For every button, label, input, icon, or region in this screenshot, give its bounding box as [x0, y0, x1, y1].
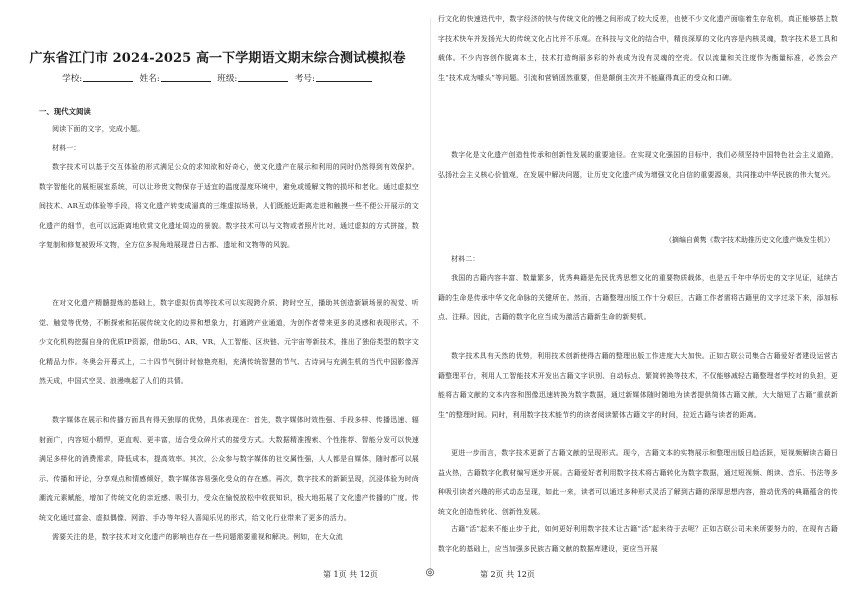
right-paragraph-2: 数字化是文化遗产创造性传承和创新性发展的重要途径。在实现文化强国的目标中，我们必须坚持中国特色社会主义道路，弘扬社会主义核心价值观，在发展中解决问题，让历史文化遗产成为增强文化自信的重要源泉，共同推动中华民族的伟大复兴。: [438, 151, 838, 179]
right-paragraph-3: 我国的古籍内容丰富、数量繁多，优秀典籍是先民优秀思想文化的重要物质载体，也是五千年中华历史的文字见证，延续古籍的生命是传承中华文化命脉的关键所在。然而，古籍整理出版工作十分艰巨，古籍工作者需将古籍里的文字过录下来，添加标点、注释。因此，古籍的数字化应当成为激活古籍新生命的新契机。: [438, 274, 838, 321]
name-blank[interactable]: [161, 72, 211, 82]
right-page-number: 第 2页 共 12页: [480, 570, 535, 579]
left-paragraph-4: 需要关注的是，数字技术对文化遗产的影响也存在一些问题需要重视和解决。例如，在大众流: [52, 533, 343, 541]
school-label: 学校:: [62, 74, 83, 84]
section-heading: 一、现代文阅读: [39, 107, 91, 116]
number-blank[interactable]: [316, 72, 372, 82]
right-paragraph-4: 数字技术具有天然的优势，利用技术创新使得古籍的整理出版工作进度大大加快。正如古联公司集合古籍爱好者建设运营古籍整理平台，利用人工智能技术开发出古籍文字识别、自动标点、繁简转换等技术，不仅能够减轻古籍整理者学校对的负担，更能将古籍文献的文本内容和图像迅速转换为数字数据，通过新媒体随时随地为读者提供简体古籍文献，大大缩短了古籍“重获新生”的整理时间。同时，利用数字技术能节约的读者阅读繁体古籍文字的时间，拉近古籍与读者的距离。: [438, 352, 838, 419]
citation: （摘编自黄隽《数字技术助推历史文化遗产焕发生机》）: [665, 236, 834, 244]
class-blank[interactable]: [238, 72, 288, 82]
right-page: [430, 0, 860, 607]
instruction: 阅读下面的文字，完成小题。: [52, 125, 145, 133]
student-info-line: [20, 72, 415, 85]
right-paragraph-1: 行文化的快速迭代中，数字经济的快与传统文化的慢之间形成了较大反差，也使不少文化遗产面临着生存危机，真正能够搭上数字技术快车并发扬光大的传统文化占比并不乐观。在科技与文化的结合中，精良深厚的文化内容是内核灵魂，数字技术是工具和载体。不少内容创作脱离本土，技术打造绚丽多彩的外表成为没有灵魂的空壳。仅以流量和关注度作为衡量标准，必然会产生“技术成为噱头”等问题。引流和营销固然重要，但是颠倒主次并不能赢得真正的受众和口碑。: [438, 15, 838, 82]
number-label: 考号:: [294, 74, 315, 84]
school-blank[interactable]: [83, 72, 133, 82]
left-paragraph-1: 数字技术可以基于交互体验的形式满足公众的求知欲和好奇心，使文化遗产在展示和利用的同时仍然得到有效保护。数字智能化的展柜展室系统，可以让珍贵文物保存于适宜的温度湿度环境中，避免或缓解文物的损坏和老化。通过虚拟空间技术、AR互动体验等手段，将文化遗产转变成逼真的三维虚拟场景，人们既能近距离走进和触摸一些不便公开展示的文化遗产的细节，也可以远距离地欣赏文化遗址周边的景貌。数字技术可以与文物或者照片比对，通过虚拟的方式拼接，数字复制和修复被毁坏文物，全方位多视角地展现昔日古都、遗址和文物等的风貌。: [39, 163, 419, 249]
class-label: 班级:: [217, 74, 238, 84]
right-paragraph-5: 更进一步而言，数字技术更新了古籍文献的呈现形式。现今，古籍文本的实物展示和整理出版日趋活跃，短视频解读古籍日益火热，古籍数字化教材编写逐步开展。古籍爱好者利用数字技术将古籍转化为数字数据，通过短视频、朗读、音乐、书法等多种吸引读者兴趣的形式动态呈现，如此一来，读者可以通过多种形式灵活了解到古籍的深厚思想内容，推动优秀的典籍蕴含的传统文化创造性转化、创新性发展。: [438, 449, 838, 516]
material-two-label: 材料二：: [451, 255, 480, 263]
left-page-number: 第 1页 共 12页: [323, 570, 378, 579]
left-paragraph-2: 在对文化遗产精髓提炼的基础上，数字虚拟仿真等技术可以实现跨介质、跨时空互，播助其创造新颖场景的视觉、听觉、触觉等优势，不断探索和拓展传统文化的边界和想象力，打通跨产业通道，为创作者带来更多的灵感和表现形式。不少文化机构挖掘自身的优质IP资源，借助5G、AR、VR、人工智能、区块链、元宇宙等新技术，推出了独俗类型的数字文化精品力作。冬奥会开幕式上，二十四节气倒计时惊艳亮相，充满传统智慧的节气、古诗词与充满生机的当代中国影像浑然天成，中国式空灵、浪漫唤起了人们的共情。: [39, 299, 419, 385]
name-label: 姓名:: [139, 74, 160, 84]
material-one-label: 材料一：: [52, 144, 81, 152]
exam-title: 广东省江门市 2024-2025 高一下学期语文期末综合测试模拟卷: [29, 51, 406, 66]
center-circle-icon: ◎: [425, 567, 435, 578]
left-paragraph-3: 数字媒体在展示和传播方面具有得天独厚的优势，具体表现在：首先，数字媒体时效性强、手段多样、传播迅速、辐射面广，内容短小精悍，更直观、更丰富，适合受众碎片式的接受方式。大数据精准搜索、个性推荐、智能分发可以快速满足多样化的消费需求，降低成本，提高效率。其次，公众参与数字媒体的社交属性强，人人都是自媒体，随时都可以展示、传播和评论，分享观点和情感倾好，数字媒体容易强化受众的存在感。再次，数字技术的新颖呈现，沉浸体验为时尚潮流元素赋能，增加了传统文化的亲近感、吸引力，受众在愉悦放松中收获知识，极大地拓展了文化遗产传播的广度。传统文化通过富金、虚拟偶像、网游、手办等年轻人喜闻乐见的形式，给文化行业带来了更多的活力。: [39, 416, 419, 522]
right-paragraph-6: 古籍“活”起来不能止步于此，如何更好利用数字技术让古籍“活”起来待于去呢？正如古联公司未来所要努力的，在现有古籍数字化的基础上，应当加强多民族古籍文献的数据库建设，更应当开展: [438, 525, 838, 553]
